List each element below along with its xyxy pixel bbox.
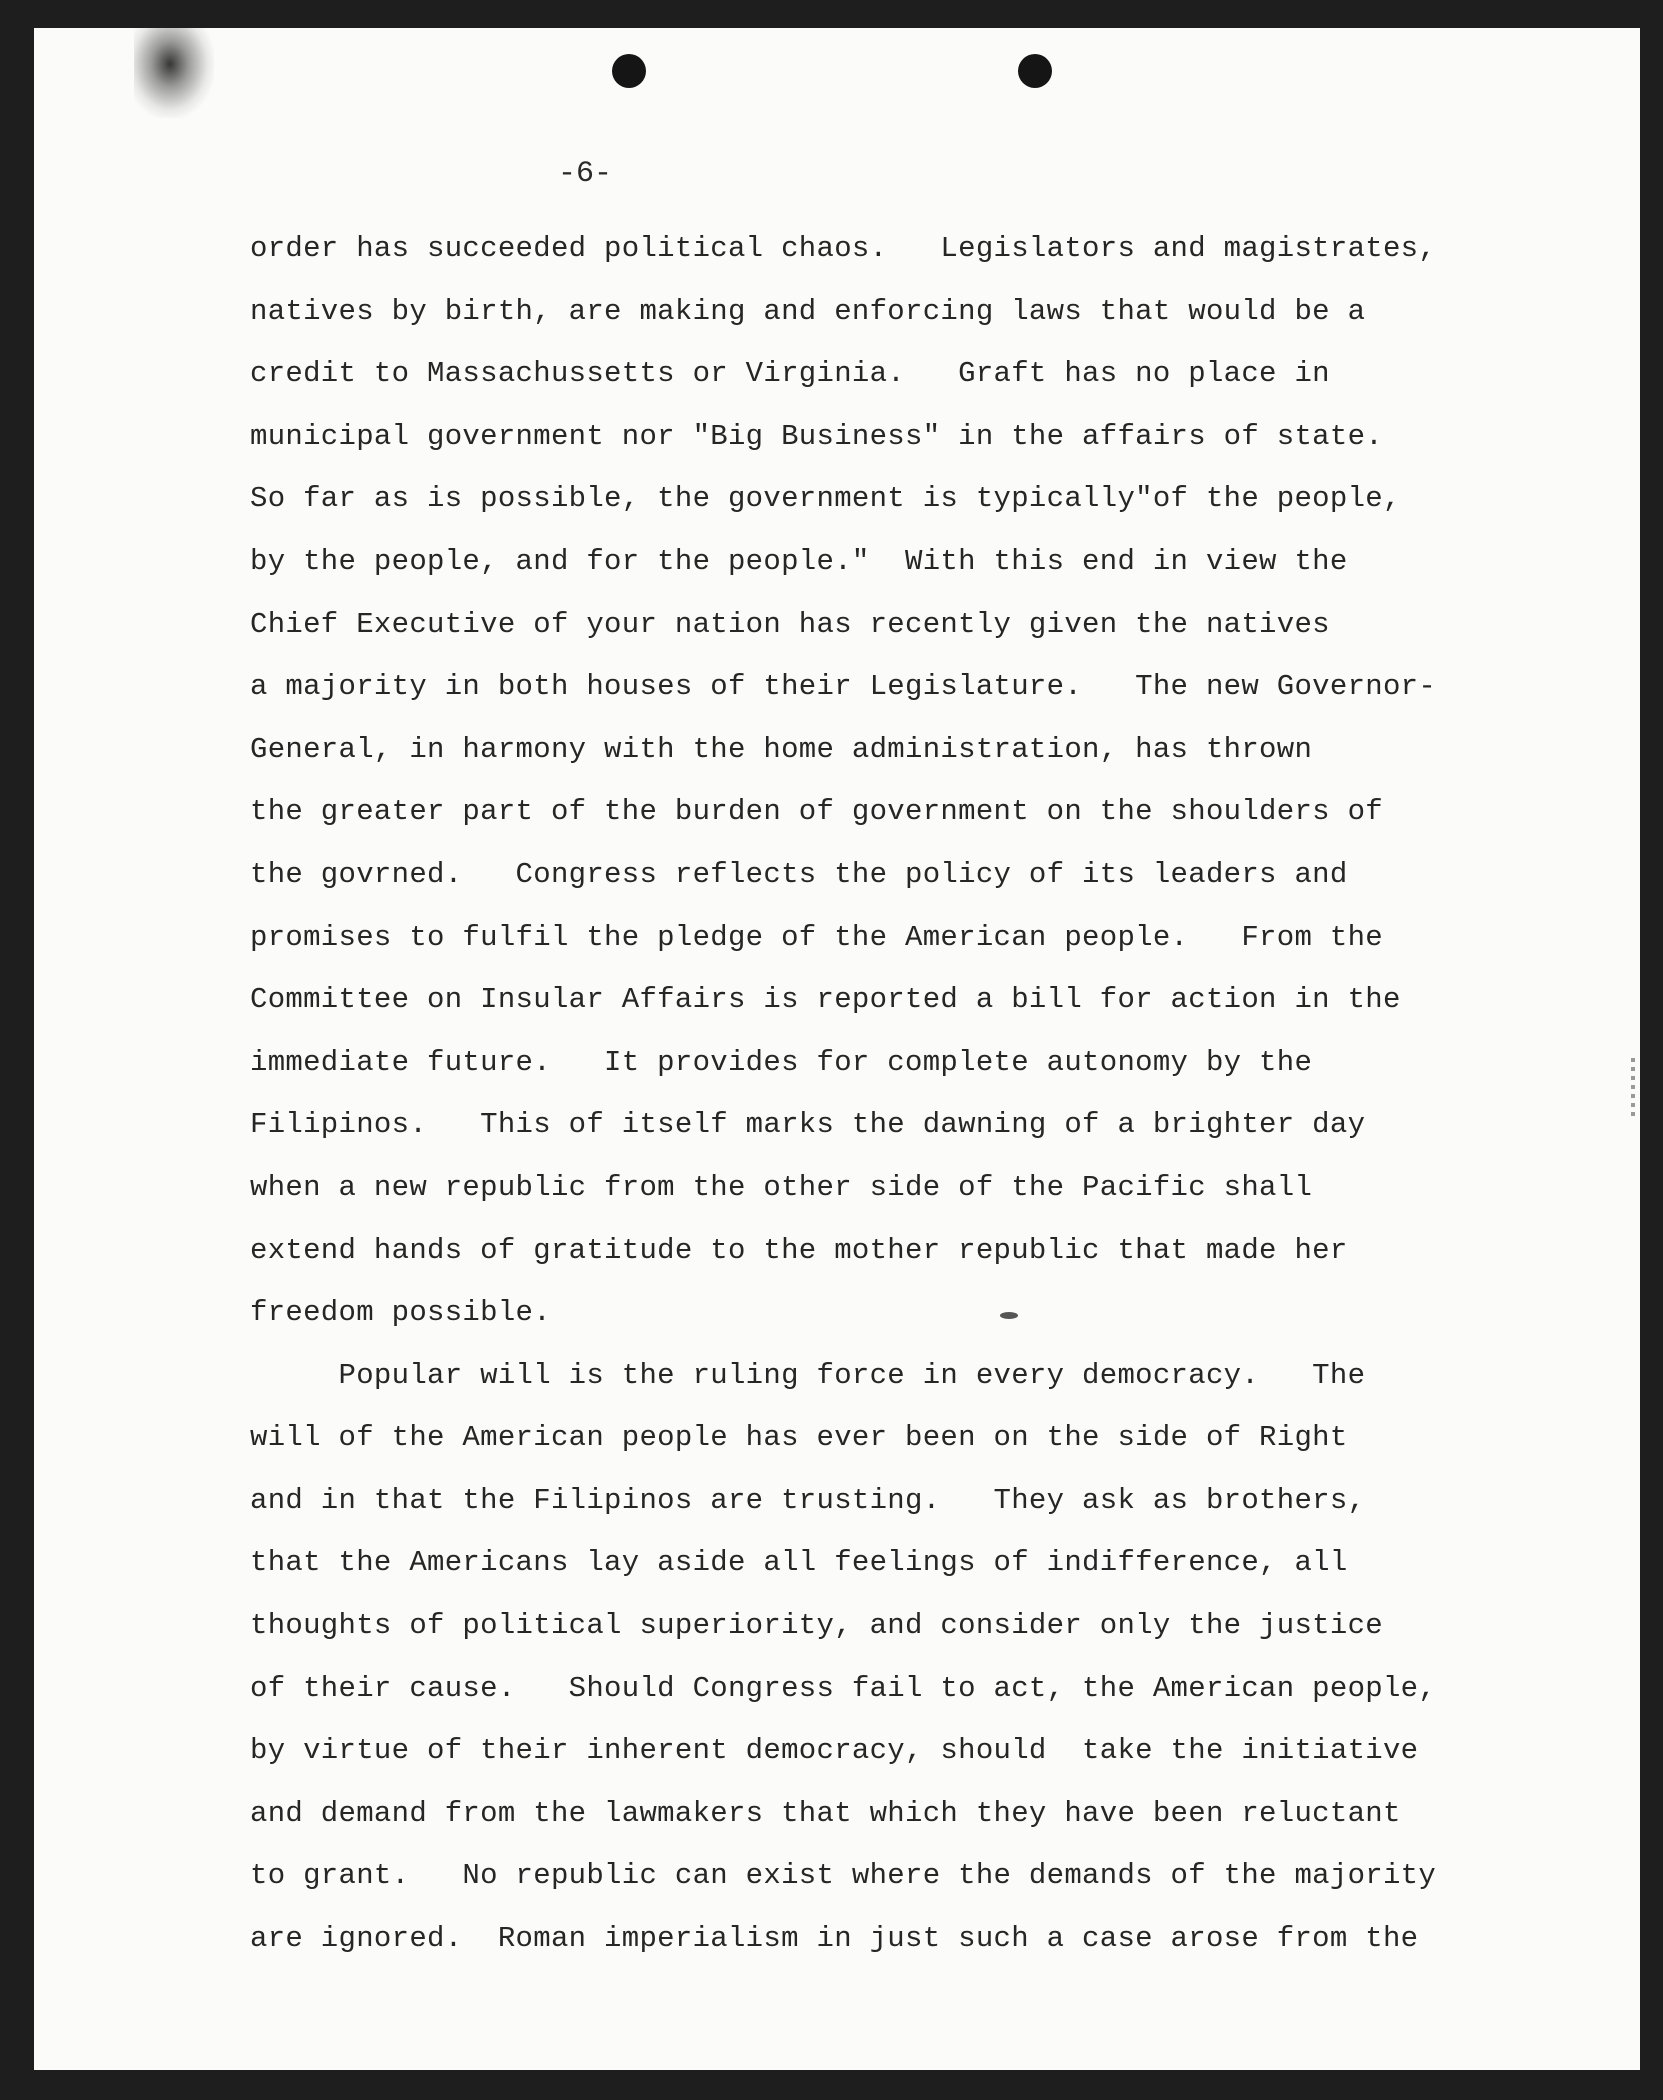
text-line: of their cause. Should Congress fail to act, the American people, [250,1671,1437,1705]
scan-border-right [1640,0,1663,2100]
text-line: a majority in both houses of their Legislature. The new Governor- [250,670,1437,704]
text-line: will of the American people has ever been on the side of Right [250,1421,1348,1455]
document-page [34,28,1640,2070]
text-line: when a new republic from the other side of the Pacific shall [250,1170,1313,1204]
text-line: Committee on Insular Affairs is reported a bill for action in the [250,983,1401,1017]
text-line: promises to fulfil the pledge of the American people. From the [250,920,1383,954]
text-line: Filipinos. This of itself marks the dawning of a brighter day [250,1108,1366,1142]
text-line: that the Americans lay aside all feelings of indifference, all [250,1546,1348,1580]
text-line: freedom possible. [250,1296,551,1330]
scan-border-bottom [0,2070,1663,2100]
text-line: General, in harmony with the home administration, has thrown [250,732,1313,766]
text-line: are ignored. Roman imperialism in just such a case arose from the [250,1922,1419,1956]
text-line: municipal government nor "Big Business" in the affairs of state. [250,419,1383,453]
edge-mark [1631,1058,1635,1118]
ink-smudge [134,28,214,118]
text-line: immediate future. It provides for complete autonomy by the [250,1045,1313,1079]
punch-hole-left [612,54,646,88]
text-line: thoughts of political superiority, and consider only the justice [250,1609,1383,1643]
text-line: Chief Executive of your nation has recently given the natives [250,607,1330,641]
page-number: -6- [558,157,613,191]
text-line: So far as is possible, the government is typically"of the people, [250,482,1401,516]
text-line: extend hands of gratitude to the mother republic that made her [250,1233,1348,1267]
text-line: order has succeeded political chaos. Legislators and magistrates, [250,232,1437,265]
text-line: and in that the Filipinos are trusting. They ask as brothers, [250,1483,1366,1517]
text-line: and demand from the lawmakers that which they have been reluctant [250,1796,1401,1830]
punch-hole-right [1018,54,1052,88]
text-line: by virtue of their inherent democracy, should take the initiative [250,1734,1419,1768]
scan-border-top [0,0,1663,28]
text-line: to grant. No republic can exist where the demands of the majority [250,1859,1437,1893]
scan-border-left [0,0,34,2100]
text-line: the govrned. Congress reflects the policy of its leaders and [250,857,1348,891]
text-line: credit to Massachussetts or Virginia. Graft has no place in [250,357,1330,391]
text-line: by the people, and for the people." With this end in view the [250,544,1348,578]
text-line: the greater part of the burden of government on the shoulders of [250,795,1383,829]
body-text [250,218,1600,1971]
text-line: natives by birth, are making and enforcing laws that would be a [250,294,1366,328]
text-line: Popular will is the ruling force in every democracy. The [250,1358,1366,1392]
